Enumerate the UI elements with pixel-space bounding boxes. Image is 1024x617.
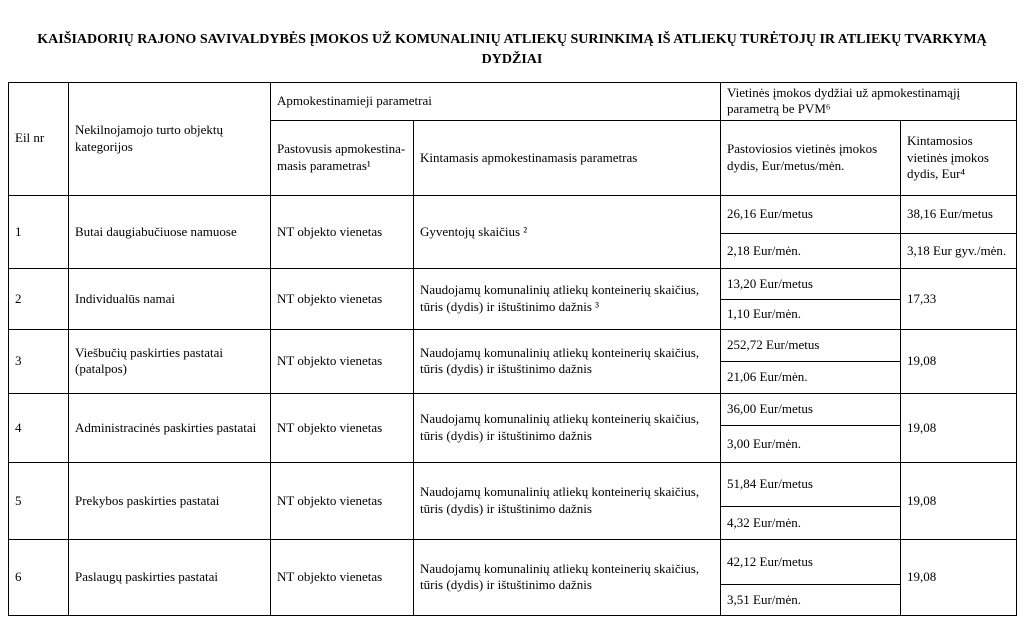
variable-fee-year-cell: 38,16 Eur/metus [901, 195, 1017, 233]
row-number: 3 [9, 329, 69, 393]
category-cell: Viešbučių paskirties pastatai (patalpos) [69, 329, 271, 393]
fixed-param-cell: NT objekto vienetas [271, 462, 414, 539]
fee-year-cell: 51,84 Eur/metus [721, 462, 901, 506]
variable-fee-cell: 17,33 [901, 268, 1017, 329]
variable-param-cell: Naudojamų komunalinių atliekų konteinerių skaičius, tūris (dydis) ir ištuštinimo dažnis [414, 539, 721, 615]
row-number: 2 [9, 268, 69, 329]
variable-fee-cell: 19,08 [901, 539, 1017, 615]
category-cell: Paslaugų paskirties pastatai [69, 539, 271, 615]
fee-year-cell: 36,00 Eur/metus [721, 393, 901, 425]
table-row [9, 329, 1017, 361]
variable-param-cell: Naudojamų komunalinių atliekų konteinerių skaičius, tūris (dydis) ir ištuštinimo dažnis [414, 462, 721, 539]
variable-fee-month-cell: 3,18 Eur gyv./mėn. [901, 233, 1017, 268]
fee-year-cell: 26,16 Eur/metus [721, 195, 901, 233]
table-row [9, 539, 1017, 584]
category-cell: Administracinės paskirties pastatai [69, 393, 271, 462]
header-params-group: Apmokestinamieji parametrai [271, 82, 721, 120]
header-fees-group: Vietinės įmokos dydžiai už apmokestinamąjį parametrą be PVM⁶ [721, 82, 1017, 120]
fee-year-cell: 42,12 Eur/metus [721, 539, 901, 584]
header-fixed-param: Pastovusis apmokestina-masis parametras¹ [271, 120, 414, 195]
variable-param-cell: Naudojamų komunalinių atliekų konteinerių skaičius, tūris (dydis) ir ištuštinimo dažnis [414, 329, 721, 393]
category-cell: Individualūs namai [69, 268, 271, 329]
header-eil-nr: Eil nr [9, 82, 69, 195]
variable-param-cell: Naudojamų komunalinių atliekų konteinerių skaičius, tūris (dydis) ir ištuštinimo dažnis [414, 393, 721, 462]
variable-fee-cell: 19,08 [901, 329, 1017, 393]
fixed-param-cell: NT objekto vienetas [271, 195, 414, 268]
variable-fee-cell: 19,08 [901, 393, 1017, 462]
fee-month-cell: 4,32 Eur/mėn. [721, 506, 901, 539]
fixed-param-cell: NT objekto vienetas [271, 329, 414, 393]
table-row [9, 195, 1017, 233]
fee-month-cell: 2,18 Eur/mėn. [721, 233, 901, 268]
header-category: Nekilnojamojo turto objektų kategorijos [69, 82, 271, 195]
variable-param-cell: Gyventojų skaičius ² [414, 195, 721, 268]
fee-month-cell: 3,00 Eur/mėn. [721, 425, 901, 462]
header-fixed-fee: Pastoviosios vietinės įmokos dydis, Eur/metus/mėn. [721, 120, 901, 195]
variable-param-cell: Naudojamų komunalinių atliekų konteinerių skaičius, tūris (dydis) ir ištuštinimo dažnis ³ [414, 268, 721, 329]
fixed-param-cell: NT objekto vienetas [271, 393, 414, 462]
header-row-groups [9, 82, 1017, 120]
fee-month-cell: 21,06 Eur/mėn. [721, 361, 901, 393]
fixed-param-cell: NT objekto vienetas [271, 268, 414, 329]
page-title: KAIŠIADORIŲ RAJONO SAVIVALDYBĖS ĮMOKOS UŽ KOMUNALINIŲ ATLIEKŲ SURINKIMĄ IŠ ATLIEKŲ TURĖTOJŲ IR ATLIEKŲ TVARKYMĄ DYDŽIAI [37, 32, 987, 68]
category-cell: Prekybos paskirties pastatai [69, 462, 271, 539]
fixed-param-cell: NT objekto vienetas [271, 539, 414, 615]
fee-month-cell: 1,10 Eur/mėn. [721, 299, 901, 329]
table-row [9, 462, 1017, 506]
fee-year-cell: 252,72 Eur/metus [721, 329, 901, 361]
fee-year-cell: 13,20 Eur/metus [721, 268, 901, 299]
row-number: 6 [9, 539, 69, 615]
table-row [9, 268, 1017, 299]
row-number: 1 [9, 195, 69, 268]
fees-table [8, 82, 1017, 616]
row-number: 4 [9, 393, 69, 462]
row-number: 5 [9, 462, 69, 539]
header-variable-param: Kintamasis apmokestinamasis parametras [414, 120, 721, 195]
table-row [9, 393, 1017, 425]
category-cell: Butai daugiabučiuose namuose [69, 195, 271, 268]
fee-month-cell: 3,51 Eur/mėn. [721, 584, 901, 615]
variable-fee-cell: 19,08 [901, 462, 1017, 539]
header-variable-fee: Kintamosios vietinės įmokos dydis, Eur⁴ [901, 120, 1017, 195]
